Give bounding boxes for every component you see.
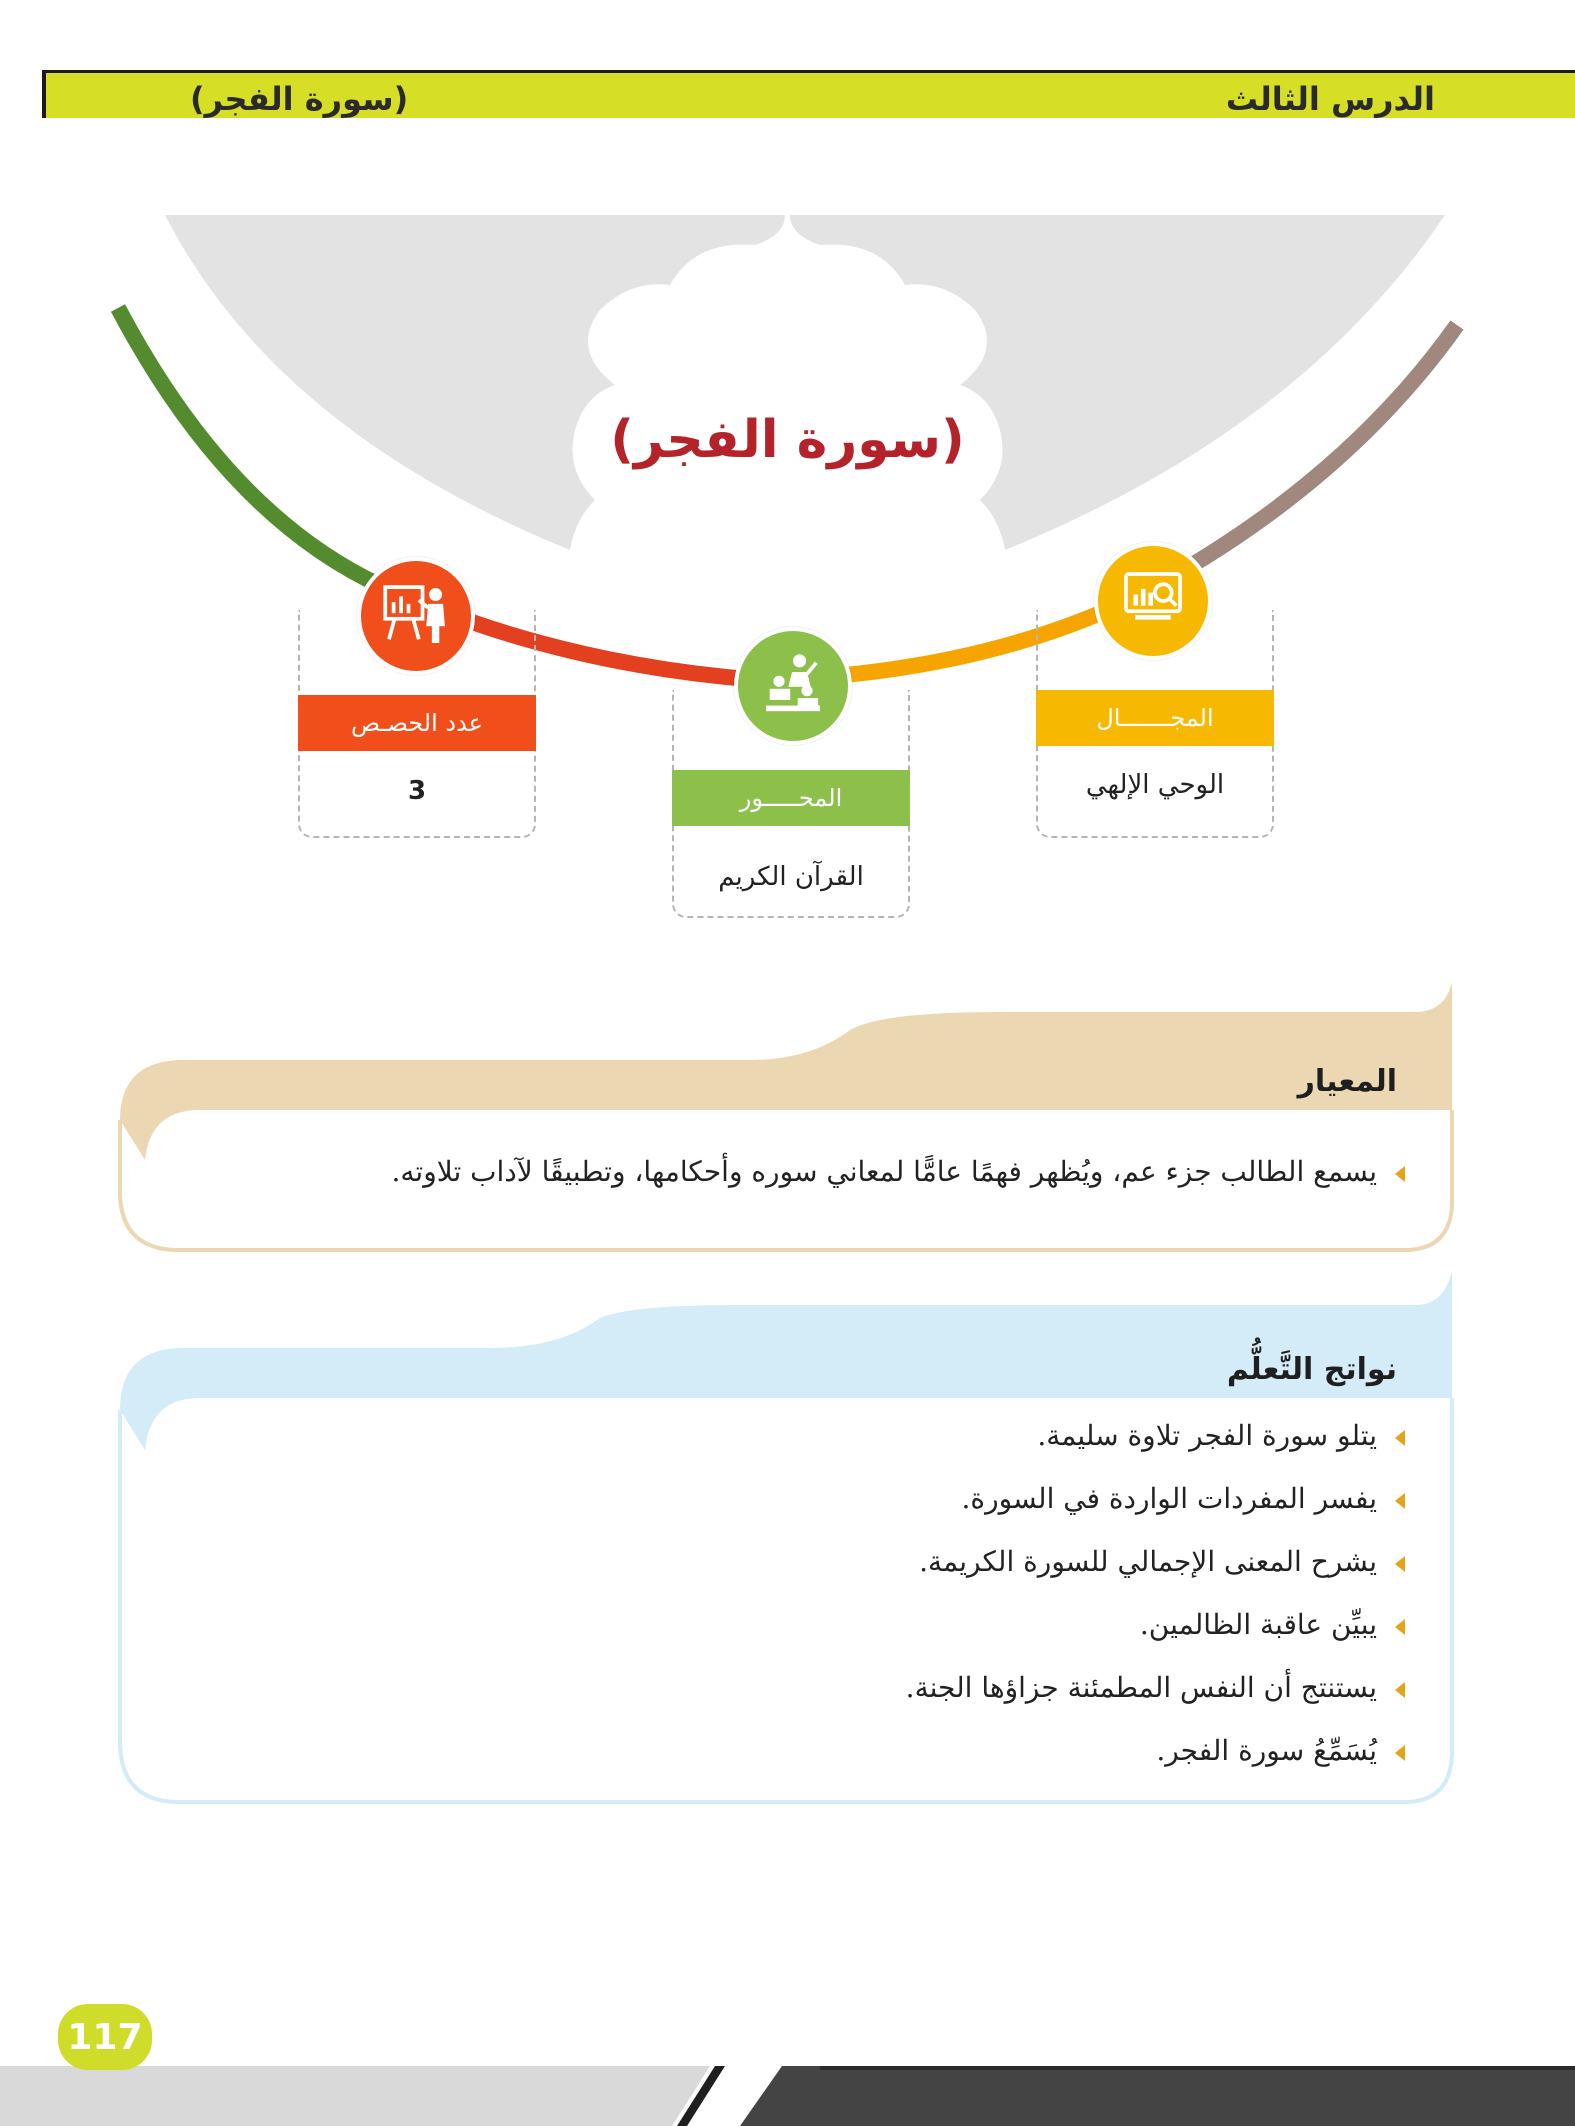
presenter-board-icon — [357, 557, 475, 675]
info-value-sessions: 3 — [407, 776, 427, 806]
info-label-domain: المجـــــــال — [1036, 690, 1274, 746]
list-item: يتلو سورة الفجر تلاوة سليمة. — [157, 1404, 1407, 1467]
outcomes-heading: نواتج التَّعلُّم — [1226, 1352, 1397, 1387]
list-item: يُسَمِّعُ سورة الفجر. — [157, 1719, 1407, 1782]
info-label-axis: المحـــــور — [672, 770, 910, 826]
standard-text: يسمع الطالب جزء عم، ويُظهر فهمًا عامًّا لمعاني سوره وأحكامها، وتطبيقًا لآداب تلاوته. — [157, 1140, 1407, 1203]
lesson-label: الدرس الثالث — [1225, 80, 1435, 118]
classroom-teacher-icon — [734, 627, 852, 745]
footer-decoration — [0, 2000, 1575, 2126]
page-number: 117 — [58, 2004, 152, 2070]
outcomes-list — [157, 1404, 1407, 1782]
presentation-analytics-icon — [1094, 542, 1212, 660]
standard-frame — [0, 980, 1575, 1260]
list-item: يشرح المعنى الإجمالي للسورة الكريمة. — [157, 1530, 1407, 1593]
standard-heading: المعيار — [1297, 1064, 1397, 1099]
gray-dome — [165, 215, 1445, 550]
list-item: يفسر المفردات الواردة في السورة. — [157, 1467, 1407, 1530]
info-value-domain: الوحي الإلهي — [1085, 770, 1225, 800]
info-label-sessions: عدد الحصـص — [298, 695, 536, 751]
list-item: يستنتج أن النفس المطمئنة جزاؤها الجنة. — [157, 1656, 1407, 1719]
standard-list — [157, 1140, 1407, 1203]
diagram-title: (سورة الفجر) — [610, 410, 965, 470]
surah-label: (سورة الفجر) — [190, 80, 409, 118]
list-item: يبيِّن عاقبة الظالمين. — [157, 1593, 1407, 1656]
info-value-axis: القرآن الكريم — [718, 862, 864, 892]
